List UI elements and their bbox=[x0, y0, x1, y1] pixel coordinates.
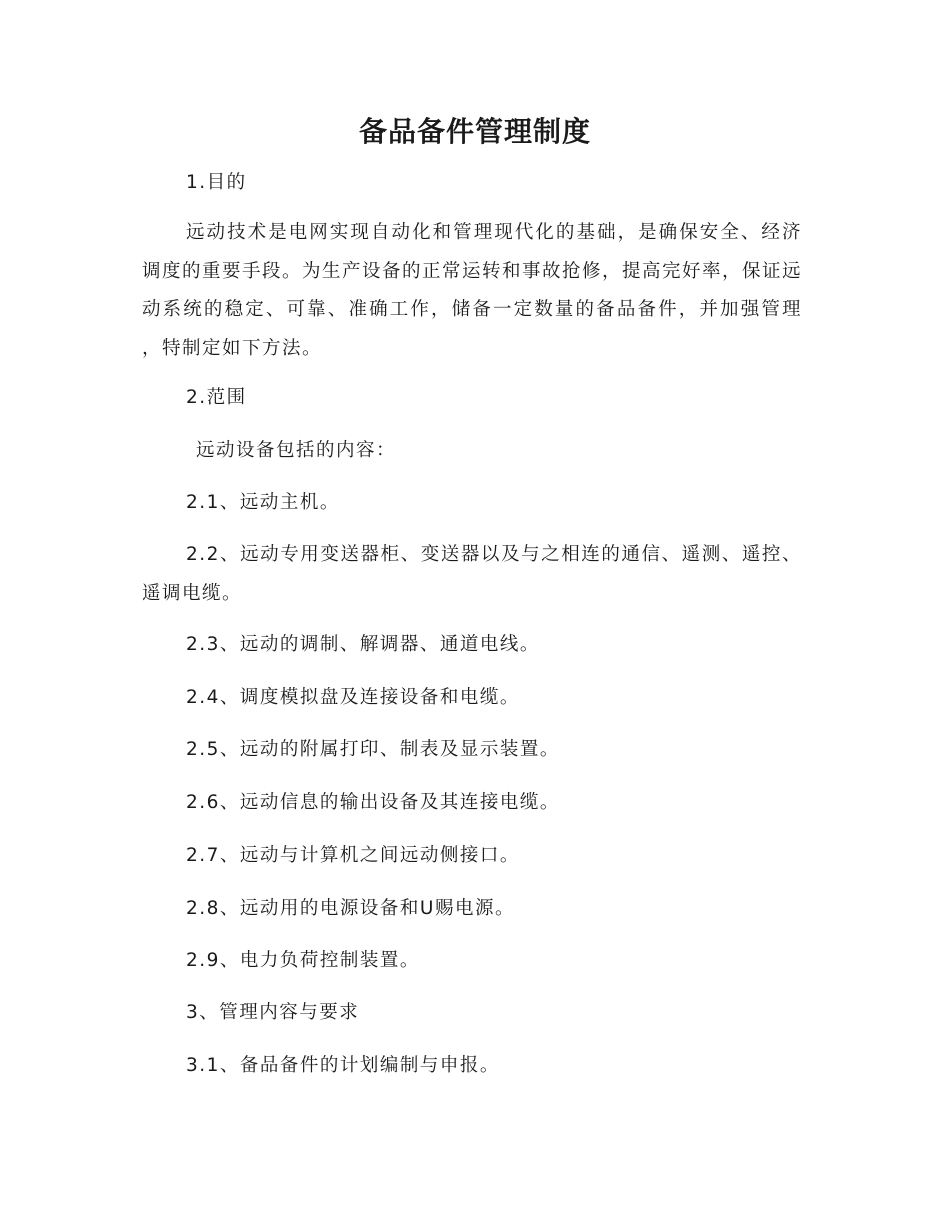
section-1-paragraph: 远动技术是电网实现自动化和管理现代化的基础，是确保安全、经济调度的重要手段。为生产设备的正常运转和事故抢修，提高完好率，保证远动系统的稳定、可靠、准确工作，储备一定数量的备品备件，并加强管理 ，特制定如下方法。 bbox=[142, 222, 803, 359]
section-2-heading: 2.范围 bbox=[186, 387, 247, 408]
section-1-heading: 1.目的 bbox=[186, 172, 247, 193]
list-item-2-8: 2.8、远动用的电源设备和U赐电源。 bbox=[186, 898, 515, 919]
list-item-2-4: 2.4、调度模拟盘及连接设备和电缆。 bbox=[186, 687, 520, 708]
list-item-2-6: 2.6、远动信息的输出设备及其连接电缆。 bbox=[186, 792, 560, 813]
document-title: 备品备件管理制度 bbox=[358, 115, 591, 148]
list-item-3-1: 3.1、备品备件的计划编制与申报。 bbox=[186, 1055, 500, 1076]
list-item-2-9: 2.9、电力负荷控制装置。 bbox=[186, 950, 420, 971]
section-2-intro: 远动设备包括的内容： bbox=[196, 440, 397, 461]
section-3-heading: 3、管理内容与要求 bbox=[186, 1002, 360, 1023]
list-item-2-1: 2.1、远动主机。 bbox=[186, 492, 340, 513]
list-item-2-2: 2.2、远动专用变送器柜、变送器以及与之相连的通信、遥测、遥控、遥调电缆。 bbox=[142, 544, 802, 604]
list-item-2-3: 2.3、远动的调制、解调器、通道电线。 bbox=[186, 634, 540, 655]
list-item-2-7: 2.7、远动与计算机之间远动侧接口。 bbox=[186, 845, 520, 866]
list-item-2-5: 2.5、远动的附属打印、制表及显示装置。 bbox=[186, 739, 560, 760]
